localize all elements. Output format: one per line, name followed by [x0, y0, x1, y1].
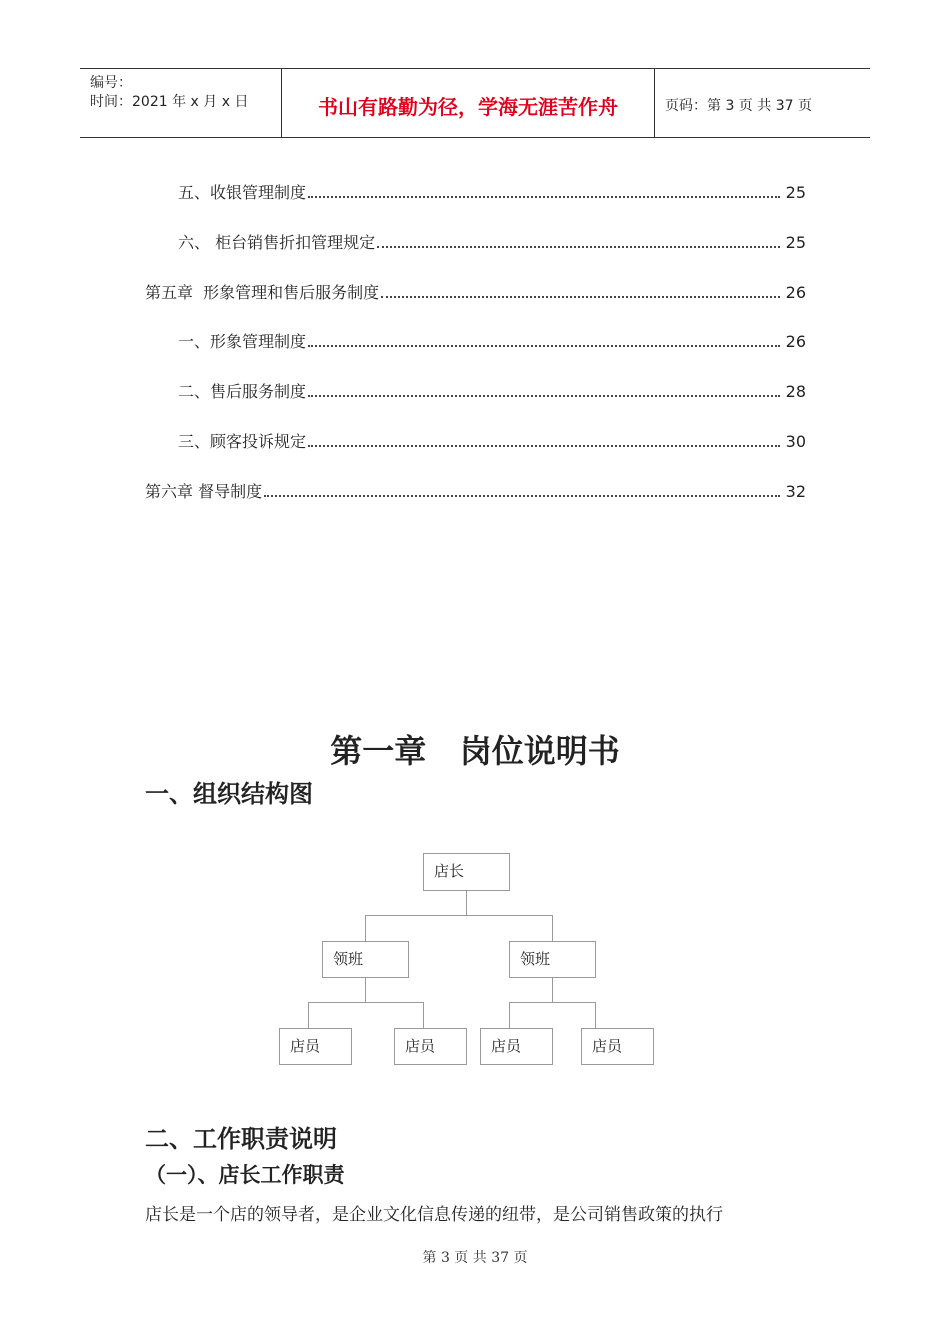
doc-code-label: 编号： — [90, 75, 132, 91]
org-connector — [466, 890, 467, 916]
org-node-clerk: 店员 — [480, 1028, 553, 1065]
page-header — [80, 68, 870, 138]
org-node-clerk: 店员 — [394, 1028, 467, 1065]
subsection-heading-manager-duties: （一）、店长工作职责 — [145, 1163, 345, 1187]
toc-leader-dots — [308, 196, 780, 198]
body-paragraph: 店长是一个店的领导者，是企业文化信息传递的纽带，是公司销售政策的执行 — [145, 1205, 723, 1225]
toc-entry[interactable] — [145, 330, 806, 354]
toc-leader-dots — [381, 296, 780, 298]
toc-entry-label: 第六章 督导制度 — [145, 482, 263, 501]
org-connector — [509, 1002, 596, 1003]
page-footer: 第 3 页 共 37 页 — [422, 1250, 528, 1266]
org-node-clerk: 店员 — [581, 1028, 654, 1065]
toc-entry-page: 26 — [785, 332, 806, 351]
toc-entry[interactable] — [145, 281, 806, 305]
toc-entry-label: 二、售后服务制度 — [178, 382, 307, 401]
toc-entry-page: 26 — [785, 283, 806, 302]
doc-time-label: 时间：2021 年 x 月 x 日 — [90, 94, 249, 110]
toc-entry-label: 第五章 形象管理和售后服务制度 — [145, 283, 380, 302]
header-motto: 书山有路勤为径，学海无涯苦作舟 — [318, 95, 618, 119]
header-page-info: 页码：第 3 页 共 37 页 — [665, 98, 812, 114]
org-connector — [552, 915, 553, 942]
toc-entry[interactable] — [145, 231, 806, 255]
org-connector — [552, 977, 553, 1003]
toc-entry-label: 一、形象管理制度 — [178, 332, 307, 351]
org-node-store-manager: 店长 — [423, 853, 510, 891]
toc-entry-page: 28 — [785, 382, 806, 401]
org-connector — [365, 915, 553, 916]
toc-leader-dots — [308, 345, 780, 347]
toc-entry[interactable] — [145, 181, 806, 205]
toc-entry-label: 五、收银管理制度 — [178, 183, 307, 202]
toc-entry[interactable] — [145, 380, 806, 404]
toc-leader-dots — [308, 445, 780, 447]
section-heading-duties: 二、工作职责说明 — [145, 1125, 337, 1153]
toc-entry-page: 25 — [785, 183, 806, 202]
org-node-team-lead: 领班 — [322, 941, 409, 978]
toc-entry-page: 32 — [785, 482, 806, 501]
toc-leader-dots — [308, 395, 780, 397]
toc-entry-label: 六、 柜台销售折扣管理规定 — [178, 233, 376, 252]
toc-leader-dots — [264, 495, 780, 497]
header-motto-cell — [281, 69, 655, 137]
org-connector — [308, 1002, 309, 1029]
toc-entry[interactable] — [145, 480, 806, 504]
toc-entry-page: 25 — [785, 233, 806, 252]
toc-entry-page: 30 — [785, 432, 806, 451]
org-connector — [595, 1002, 596, 1029]
header-meta-cell — [80, 69, 280, 137]
org-connector — [365, 977, 366, 1003]
header-page-cell — [655, 69, 870, 137]
section-heading-org-chart: 一、组织结构图 — [145, 780, 313, 808]
org-connector — [308, 1002, 424, 1003]
org-node-team-lead: 领班 — [509, 941, 596, 978]
toc-entry-label: 三、顾客投诉规定 — [178, 432, 307, 451]
org-connector — [423, 1002, 424, 1029]
toc-leader-dots — [377, 246, 780, 248]
chapter-title: 第一章 岗位说明书 — [330, 732, 620, 770]
org-connector — [365, 915, 366, 942]
toc-entry[interactable] — [145, 430, 806, 454]
org-connector — [509, 1002, 510, 1029]
org-node-clerk: 店员 — [279, 1028, 352, 1065]
